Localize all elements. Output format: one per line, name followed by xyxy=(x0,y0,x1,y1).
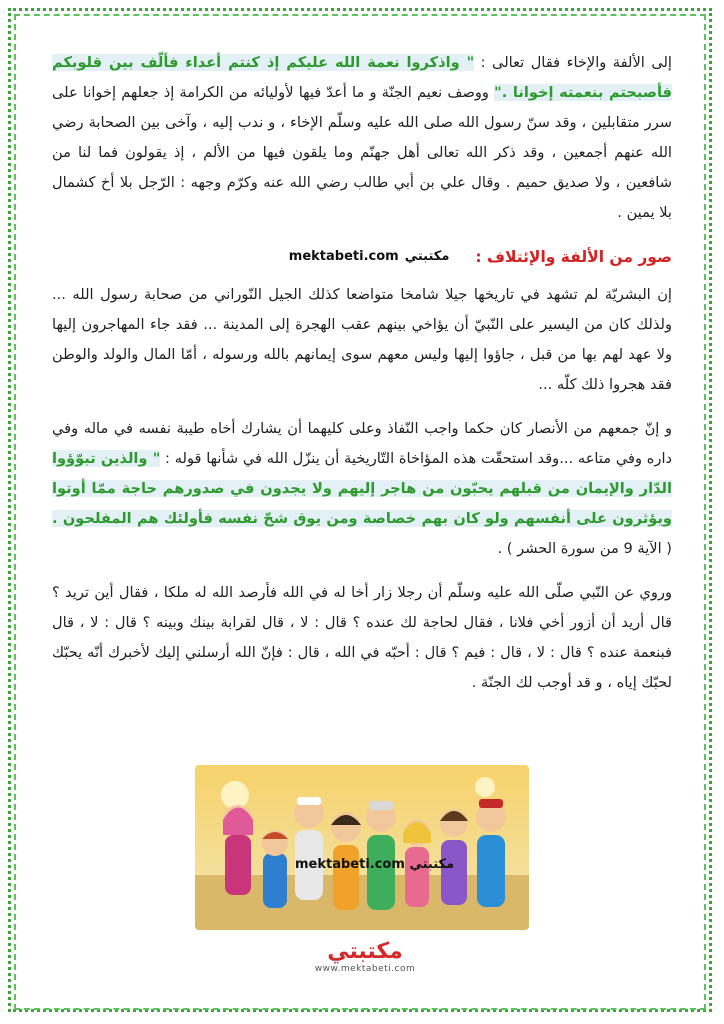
section-title: صور من الألفة والإئتلاف : xyxy=(475,248,672,266)
child-figure xyxy=(223,805,253,895)
child-figure xyxy=(262,830,288,908)
quran-quote-1: " واذكروا نعمة الله عليكم إذ كنتم أعداء فألّف بين قلوبكم فأصبحتم بنعمته إخوانا ." xyxy=(52,54,672,101)
logo-url: www.mektabeti.com xyxy=(314,964,416,974)
child-figure xyxy=(294,797,324,900)
children-illustration xyxy=(195,765,529,930)
quran-quote-2: " والذين تبوّؤوا الدّار والإيمان من قبلهم يحبّون من هاجر إليهم ولا يجدون في صدورهم حاجة ممّا أوتوا ويؤثرون على أنفسهم ولو كان بهم خصاصة ومن يوق شحّ نفسه فأولئك هم المفلحون . xyxy=(52,450,672,527)
watermark-text: mektabeti.com مكتبتي xyxy=(288,249,450,264)
site-logo xyxy=(285,940,445,984)
illustration-watermark: mektabeti.com مكتبتي xyxy=(295,857,455,872)
paragraph-3 xyxy=(52,414,672,564)
paragraph-1-body: ووصف نعيم الجنّة و ما أعدّ فيها لأوليائه من الكرامة إذ جعلهم إخوانا على سرر متقابلين ، وقد سنّ رسول الله صلى الله عليه وسلّم الإخاء ، و ندب إليه ، وآخى بين الصحابة رضي الله عنهم أجمعين ، وقد ذكر الله تعالى أهل جهنّم وما يلقون فيها من الألم ، إذ يقولون فما لنا من شافعين ، ولا صديق حميم . وقال علي بن أبي طالب رضي الله عنه وكرّم وجهه : الرّجل بلا أخ كشمال بلا يمين . xyxy=(52,84,672,221)
child-figure xyxy=(476,799,506,907)
illustration-drawing xyxy=(195,765,529,930)
section-heading xyxy=(52,242,672,272)
paragraph-2: إن البشريّة لم تشهد في تاريخها جيلا شامخا متواضعا كذلك الجيل النّوراني من صحابة رسول الله ... ولذلك كان من اليسير على النّبيّ أن يؤاخي بينهم عقب الهجرة إلى المدينة ... فقد جاء المهاجرون إليها ولا عهد لهم بها من قبل ، جاؤوا إليها وليس معهم سوى إيمانهم بالله ورسوله ، أمّا المال والولد والوطن فقد هجروا ذلك كلّه ... xyxy=(52,286,672,393)
paragraph-3-intro: و إنّ جمعهم من الأنصار كان حكما واجب النّفاذ وعلى كليهما أن يشارك أخاه طيبة نفسه في ماله وفي داره وفي متاعه ...وقد استحقّت هذه المؤاخاة التّاريخية أن ينزّل الله في شأنها قوله : xyxy=(52,420,672,467)
paragraph-1 xyxy=(52,48,672,228)
paragraph-1-intro: إلى الألفة والإخاء فقال تعالى : xyxy=(474,54,672,71)
document-body xyxy=(52,48,672,712)
child-figure xyxy=(366,801,396,910)
logo-text: مكتبتي xyxy=(327,939,403,964)
paragraph-4: وروي عن النّبي صلّى الله عليه وسلّم أن رجلا زار أخا له في الله فأرصد الله له ملكا ، فقال أين تريد ؟ قال أريد أن أزور أخي فلانا ، فقال لحاجة لك عنده ؟ قال : لا ، قال لقرابة بينك وبينه ؟ قال : لا ، قال فبنعمة عنده ؟ قال : لا ، قال : فيم ؟ قال : أحبّه في الله ، قال : فإنّ الله أرسلني إليك لأخبرك أنّه يحبّك لحبّك إياه ، و قد أوجب لك الجنّة . xyxy=(52,584,672,691)
verse-reference: ( الآية 9 من سورة الحشر ) . xyxy=(497,540,672,557)
